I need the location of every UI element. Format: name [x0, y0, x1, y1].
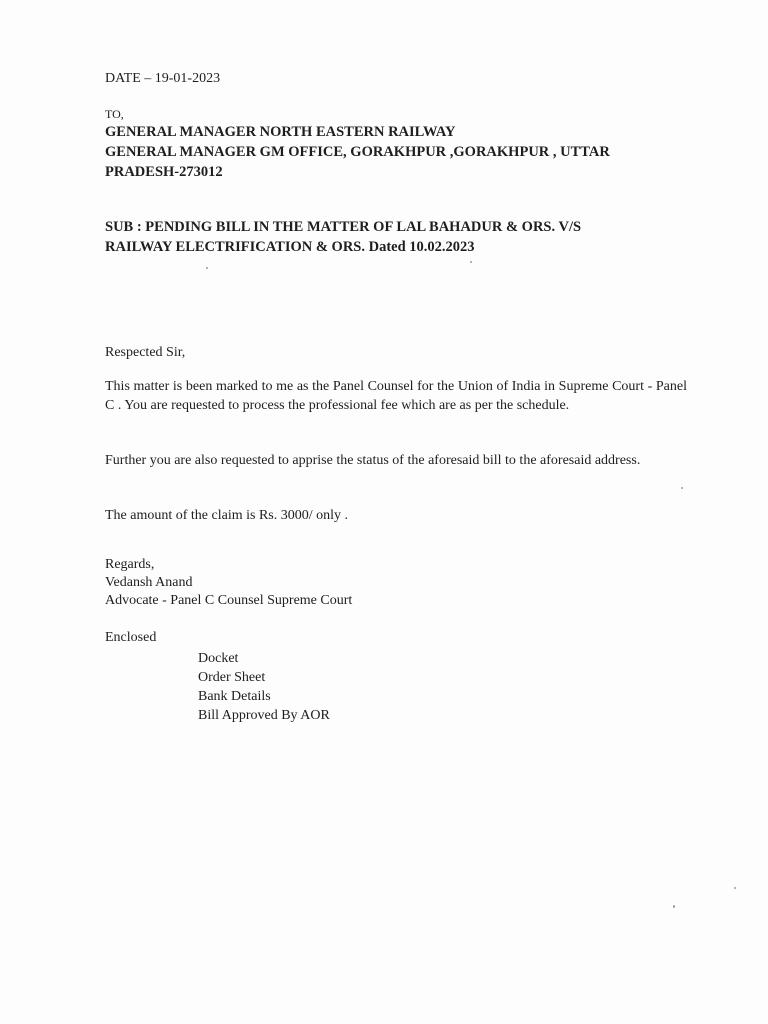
- letter-date: DATE – 19-01-2023: [105, 71, 221, 86]
- claim-amount: The amount of the claim is Rs. 3000/ only .: [105, 508, 349, 523]
- closing-block: [105, 556, 352, 610]
- enclosure-item: Bill Approved By AOR: [198, 708, 330, 723]
- closing-regards: Regards,: [105, 557, 155, 572]
- salutation: Respected Sir,: [105, 345, 186, 360]
- enclosure-item: Docket: [198, 651, 239, 666]
- subject-line-2: RAILWAY ELECTRIFICATION & ORS. Dated 10.02.2023: [105, 239, 475, 255]
- addressee-line-3: PRADESH-273012: [105, 164, 223, 180]
- scan-speck: [206, 267, 208, 269]
- enclosed-label: Enclosed: [105, 630, 157, 645]
- enclosure-item: Order Sheet: [198, 670, 266, 685]
- enclosure-item: Bank Details: [198, 689, 271, 704]
- signatory-name: Vedansh Anand: [105, 575, 193, 590]
- signatory-title: Advocate - Panel C Counsel Supreme Court: [105, 593, 353, 608]
- addressee-line-1: GENERAL MANAGER NORTH EASTERN RAILWAY: [105, 124, 456, 140]
- subject-line-1: SUB : PENDING BILL IN THE MATTER OF LAL BAHADUR & ORS. V/S: [105, 219, 582, 235]
- addressee-line-2: GENERAL MANAGER GM OFFICE, GORAKHPUR ,GORAKHPUR , UTTAR: [105, 144, 610, 160]
- enclosures-list: [198, 649, 330, 725]
- to-label: TO,: [105, 107, 124, 121]
- body-paragraph-1: This matter is been marked to me as the Panel Counsel for the Union of India in Supreme Court - Panel C . You are requested to process the professional fee which are as per the schedule.: [105, 379, 687, 413]
- scan-speck: [673, 905, 675, 908]
- body-paragraph-2: Further you are also requested to apprise the status of the aforesaid bill to the aforesaid address.: [105, 453, 641, 468]
- scan-speck: [470, 261, 472, 263]
- scan-speck: [734, 887, 736, 889]
- scan-speck: [681, 487, 683, 489]
